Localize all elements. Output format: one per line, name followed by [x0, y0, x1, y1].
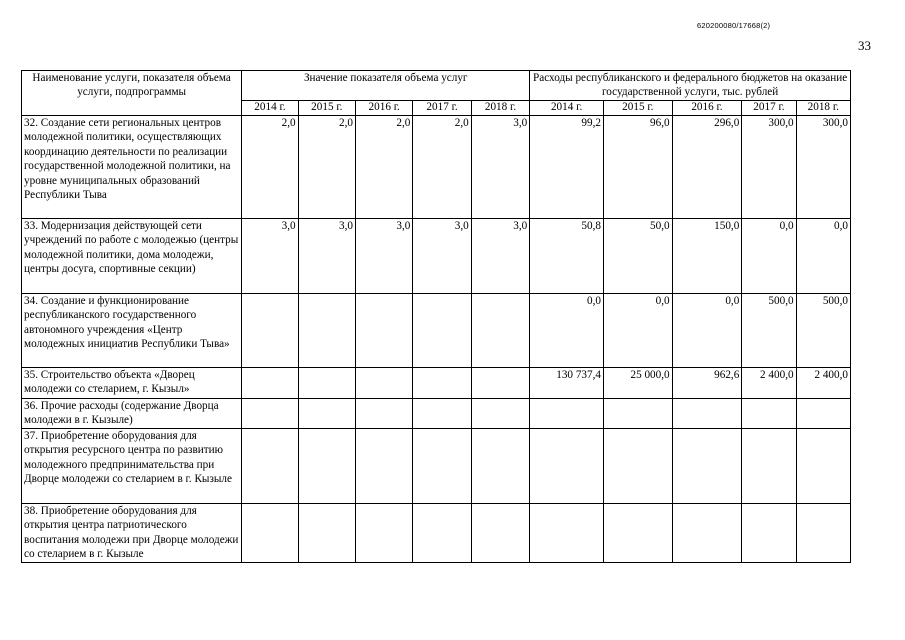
expense-value: 150,0 — [672, 219, 742, 294]
volume-value: 3,0 — [242, 219, 298, 294]
expense-value — [796, 504, 850, 563]
expense-value — [796, 399, 850, 429]
volume-value: 3,0 — [471, 219, 529, 294]
services-table — [21, 70, 851, 563]
expense-value: 0,0 — [742, 219, 796, 294]
volume-value — [298, 294, 355, 368]
header-expense-year: 2017 г. — [742, 101, 796, 116]
volume-value — [298, 504, 355, 563]
expense-value: 300,0 — [742, 116, 796, 219]
volume-value — [413, 294, 471, 368]
header-expense-group: Расходы республиканского и федерального бюджетов на оказание государственной услуги, тыс. рублей — [530, 71, 851, 101]
volume-value — [298, 399, 355, 429]
volume-value: 2,0 — [413, 116, 471, 219]
expense-value — [742, 504, 796, 563]
service-name: 35. Строительство объекта «Дворец молодежи со стеларием, г. Кызыл» — [22, 368, 242, 399]
table-row — [22, 399, 851, 429]
header-expense-year: 2018 г. — [796, 101, 850, 116]
table-row — [22, 368, 851, 399]
expense-value — [742, 429, 796, 504]
expense-value: 500,0 — [742, 294, 796, 368]
expense-value: 50,0 — [603, 219, 672, 294]
expense-value: 25 000,0 — [603, 368, 672, 399]
volume-value — [471, 399, 529, 429]
volume-value — [356, 504, 413, 563]
volume-value — [413, 504, 471, 563]
service-name: 38. Приобретение оборудования для открытия центра патриотического воспитания молодежи при Дворце молодежи со стеларием в г. Кызыле — [22, 504, 242, 563]
header-volume-year: 2014 г. — [242, 101, 298, 116]
table-row — [22, 294, 851, 368]
volume-value — [413, 399, 471, 429]
expense-value: 50,8 — [530, 219, 604, 294]
volume-value — [242, 368, 298, 399]
expense-value: 962,6 — [672, 368, 742, 399]
expense-value: 96,0 — [603, 116, 672, 219]
expense-value: 296,0 — [672, 116, 742, 219]
volume-value: 3,0 — [413, 219, 471, 294]
expense-value: 0,0 — [603, 294, 672, 368]
volume-value — [298, 368, 355, 399]
volume-value — [413, 368, 471, 399]
header-expense-year: 2015 г. — [603, 101, 672, 116]
volume-value — [471, 368, 529, 399]
table-row — [22, 219, 851, 294]
expense-value: 130 737,4 — [530, 368, 604, 399]
expense-value: 0,0 — [530, 294, 604, 368]
expense-value: 0,0 — [672, 294, 742, 368]
header-volume-year: 2018 г. — [471, 101, 529, 116]
volume-value: 2,0 — [298, 116, 355, 219]
expense-value: 2 400,0 — [796, 368, 850, 399]
header-volume-year: 2015 г. — [298, 101, 355, 116]
header-volume-year: 2016 г. — [356, 101, 413, 116]
service-name: 36. Прочие расходы (содержание Дворца молодежи в г. Кызыле) — [22, 399, 242, 429]
expense-value — [530, 399, 604, 429]
header-expense-year: 2016 г. — [672, 101, 742, 116]
volume-value — [298, 429, 355, 504]
expense-value: 300,0 — [796, 116, 850, 219]
table-row — [22, 429, 851, 504]
header-name-column: Наименование услуги, показателя объема услуги, подпрограммы — [22, 71, 242, 116]
expense-value: 0,0 — [796, 219, 850, 294]
volume-value — [413, 429, 471, 504]
table-row — [22, 116, 851, 219]
volume-value — [356, 399, 413, 429]
page-number: 33 — [858, 38, 871, 53]
volume-value — [242, 399, 298, 429]
volume-value — [356, 368, 413, 399]
service-name: 32. Создание сети региональных центров молодежной политики, осуществляющих координацию деятельности по реализации государственной молодежной политики, на уровне муниципальных образований Республики Тыва — [22, 116, 242, 219]
expense-value — [672, 399, 742, 429]
volume-value: 3,0 — [471, 116, 529, 219]
volume-value — [356, 294, 413, 368]
header-expense-year: 2014 г. — [530, 101, 604, 116]
expense-value — [530, 429, 604, 504]
volume-value — [471, 294, 529, 368]
expense-value: 2 400,0 — [742, 368, 796, 399]
header-volume-group: Значение показателя объема услуг — [242, 71, 530, 101]
service-name: 33. Модернизация действующей сети учреждений по работе с молодежью (центры молодежной политики, дома молодежи, центры досуга, спортивные секции) — [22, 219, 242, 294]
volume-value — [471, 504, 529, 563]
volume-value — [471, 429, 529, 504]
volume-value: 2,0 — [356, 116, 413, 219]
expense-value — [603, 504, 672, 563]
expense-value — [672, 504, 742, 563]
expense-value — [603, 399, 672, 429]
expense-value — [603, 429, 672, 504]
volume-value: 2,0 — [242, 116, 298, 219]
service-name: 34. Создание и функционирование республиканского государственного автономного учреждения «Центр молодежных инициатив Республики Тыва» — [22, 294, 242, 368]
expense-value — [796, 429, 850, 504]
expense-value: 500,0 — [796, 294, 850, 368]
expense-value — [530, 504, 604, 563]
volume-value: 3,0 — [356, 219, 413, 294]
expense-value: 99,2 — [530, 116, 604, 219]
volume-value — [242, 429, 298, 504]
volume-value — [242, 504, 298, 563]
header-volume-year: 2017 г. — [413, 101, 471, 116]
volume-value — [242, 294, 298, 368]
volume-value — [356, 429, 413, 504]
service-name: 37. Приобретение оборудования для открытия ресурсного центра по развитию молодежного предпринимательства при Дворце молодежи со стеларием в г. Кызыле — [22, 429, 242, 504]
document-code: 620200080/17668(2) — [697, 21, 771, 30]
volume-value: 3,0 — [298, 219, 355, 294]
table-row — [22, 504, 851, 563]
expense-value — [742, 399, 796, 429]
expense-value — [672, 429, 742, 504]
